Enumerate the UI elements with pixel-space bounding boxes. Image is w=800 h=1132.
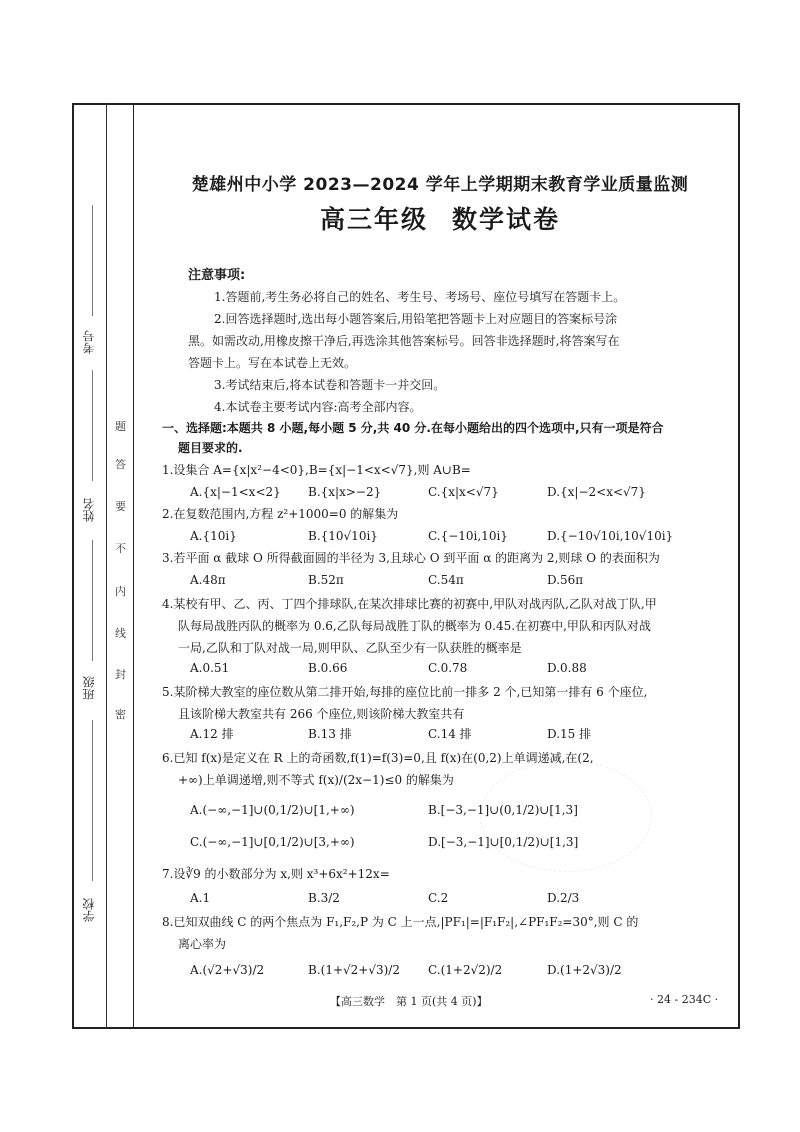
name-blank <box>92 370 93 481</box>
q6-option-d: D.[−3,−1]∪[0,1/2)∪[1,3] <box>428 835 579 849</box>
exam-subtitle <box>150 200 730 236</box>
seal-char: 题 <box>115 420 126 433</box>
seal-line <box>106 103 107 1029</box>
question-4-cont: 队每局战胜丙队的概率为 0.6,乙队每局战胜丁队的概率为 0.45.在初赛中,甲队和丙队对战 <box>178 619 651 633</box>
page-footer: 【高三数学 第 1 页(共 4 页)】 <box>330 995 488 1008</box>
grade-label: 高三年级 <box>319 205 428 234</box>
q6-option-c: C.(−∞,−1]∪[0,1/2)∪[3,+∞) <box>190 835 355 849</box>
q8-option-c: C.(1+2√2)/2 <box>428 963 503 977</box>
question-7: 7.设∛9 的小数部分为 x,则 x³+6x²+12x= <box>162 867 390 881</box>
q1-option-d: D.{x|−2<x<√7} <box>547 485 646 499</box>
q7-option-b: B.3/2 <box>308 891 340 905</box>
q7-option-c: C.2 <box>428 891 449 905</box>
class-label: 班级 <box>82 676 96 700</box>
q5-option-b: B.13 排 <box>308 727 352 741</box>
question-4: 4.某校有甲、乙、丙、丁四个排球队,在某次排球比赛的初赛中,甲队对战丙队,乙队对战丁队,甲 <box>162 597 657 611</box>
q4-option-d: D.0.88 <box>547 661 587 675</box>
school-label: 学校 <box>82 898 96 922</box>
exam-id-label: 考号 <box>82 330 96 354</box>
seal-char: 答 <box>115 458 126 471</box>
q2-option-a: A.{10i} <box>190 529 237 543</box>
question-5-cont: 且该阶梯大教室共有 266 个座位,则该阶梯大教室共有 <box>178 707 465 721</box>
notice-item: 答题卡上。写在本试卷上无效。 <box>188 356 357 370</box>
subject-label: 数学试卷 <box>452 205 561 234</box>
name-label: 姓名 <box>82 498 96 522</box>
question-6: 6.已知 f(x)是定义在 R 上的奇函数,f(1)=f(3)=0,且 f(x)在(0,2)上单调递减,在(2, <box>162 751 594 765</box>
q7-option-a: A.1 <box>190 891 211 905</box>
q8-option-a: A.(√2+√3)/2 <box>190 963 265 977</box>
class-blank <box>92 540 93 661</box>
exam-id-blank <box>92 205 93 316</box>
q5-option-d: D.15 排 <box>547 727 592 741</box>
exam-code: · 24 - 234C · <box>650 993 719 1006</box>
q8-option-d: D.(1+2√3)/2 <box>547 963 622 977</box>
seal-char: 封 <box>115 668 126 681</box>
q1-option-a: A.{x|−1<x<2} <box>190 485 281 499</box>
q5-option-a: A.12 排 <box>190 727 234 741</box>
q2-option-c: C.{−10i,10i} <box>428 529 508 543</box>
question-8: 8.已知双曲线 C 的两个焦点为 F₁,F₂,P 为 C 上一点,|PF₁|=|F₁F₂|,∠PF₁F₂=30°,则 C 的 <box>162 915 639 929</box>
seal-char: 密 <box>115 708 126 721</box>
section-heading-cont: 题目要求的. <box>178 441 243 455</box>
question-4-cont: 一局,乙队和丁队对战一局,则甲队、乙队至少有一队获胜的概率是 <box>178 641 522 655</box>
q3-option-c: C.54π <box>428 573 464 587</box>
seal-char: 不 <box>115 542 126 555</box>
notice-heading: 注意事项: <box>188 268 246 283</box>
q4-option-b: B.0.66 <box>308 661 348 675</box>
q7-option-d: D.2/3 <box>547 891 580 905</box>
question-3: 3.若平面 α 截球 O 所得截面圆的半径为 3,且球心 O 到平面 α 的距离为 2,则球 O 的表面积为 <box>162 551 660 565</box>
exam-title: 楚雄州中小学 2023—2024 学年上学期期末教育学业质量监测 <box>191 175 689 195</box>
q2-option-d: D.{−10√10i,10√10i} <box>547 529 674 543</box>
question-1: 1.设集合 A={x|x²−4<0},B={x|−1<x<√7},则 A∪B= <box>162 463 471 477</box>
q8-option-b: B.(1+√2+√3)/2 <box>308 963 400 977</box>
notice-item: 3.考试结束后,将本试卷和答题卡一并交回。 <box>214 378 446 392</box>
notice-item: 4.本试卷主要考试内容:高考全部内容。 <box>214 400 422 414</box>
seal-char: 要 <box>115 500 126 513</box>
q4-option-c: C.0.78 <box>428 661 468 675</box>
q6-option-b: B.[−3,−1]∪(0,1/2)∪[1,3] <box>428 803 578 817</box>
question-5: 5.某阶梯大教室的座位数从第二排开始,每排的座位比前一排多 2 个,已知第一排有 6 个座位, <box>162 685 648 699</box>
q6-option-a: A.(−∞,−1]∪(0,1/2)∪[1,+∞) <box>190 803 355 817</box>
exam-sheet-border <box>72 103 740 1029</box>
question-2: 2.在复数范围内,方程 z²+1000=0 的解集为 <box>162 507 399 521</box>
q5-option-c: C.14 排 <box>428 727 472 741</box>
notice-item: 2.回答选择题时,选出每小题答案后,用铅笔把答题卡上对应题目的答案标号涂 <box>214 312 618 326</box>
seal-char: 内 <box>115 585 126 598</box>
notice-item: 黑。如需改动,用橡皮擦干净后,再选涂其他答案标号。回答非选择题时,将答案写在 <box>188 334 620 348</box>
q2-option-b: B.{10√10i} <box>308 529 378 543</box>
question-8-cont: 离心率为 <box>178 937 227 951</box>
section-heading: 一、选择题:本题共 8 小题,每小题 5 分,共 40 分.在每小题给出的四个选项中,只有一项是符合 <box>162 421 664 435</box>
q4-option-a: A.0.51 <box>190 661 230 675</box>
notice-item: 1.答题前,考生务必将自己的姓名、考生号、考场号、座位号填写在答题卡上。 <box>214 290 626 304</box>
q1-option-c: C.{x|x<√7} <box>428 485 499 499</box>
seal-char: 线 <box>115 627 126 640</box>
q3-option-b: B.52π <box>308 573 344 587</box>
q3-option-d: D.56π <box>547 573 584 587</box>
binding-margin <box>72 103 134 1029</box>
q3-option-a: A.48π <box>190 573 226 587</box>
school-blank <box>92 720 93 881</box>
question-6-cont: +∞)上单调递增,则不等式 f(x)/(2x−1)≤0 的解集为 <box>178 773 454 787</box>
q1-option-b: B.{x|x>−2} <box>308 485 382 499</box>
